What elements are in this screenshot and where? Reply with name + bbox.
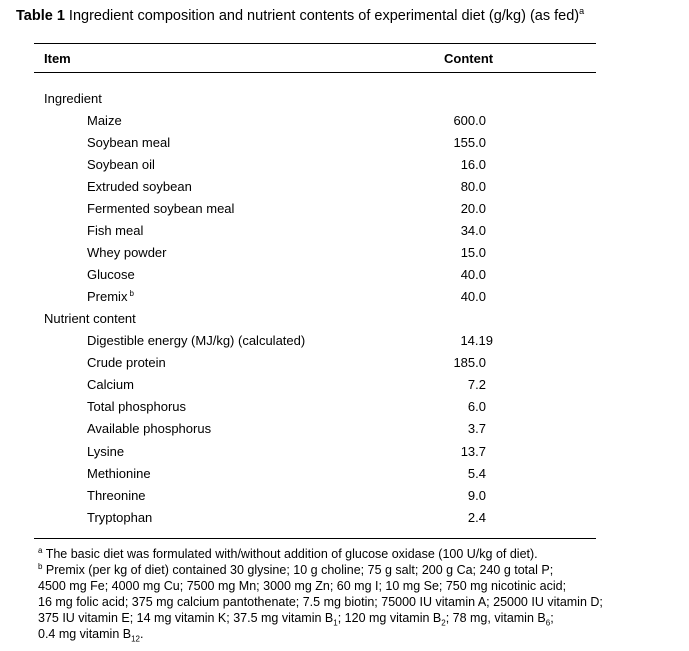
row-value: 20.0 (460, 201, 486, 216)
row-label: Extruded soybean (87, 179, 192, 194)
header-rule (34, 72, 596, 73)
row-label: Calcium (87, 377, 134, 392)
footnote-text: . (140, 627, 144, 641)
row-label: Maize (87, 113, 122, 128)
header-item: Item (44, 51, 71, 66)
row-value: 7.2 (467, 377, 486, 392)
footnote-text: ; 120 mg vitamin B (337, 611, 442, 625)
footnote-b-line (38, 562, 688, 578)
row-label: Available phosphorus (87, 421, 212, 436)
caption-footnote-mark: a (579, 6, 585, 17)
subscript: 1 (333, 618, 338, 628)
footnote-b-line (38, 626, 688, 642)
footnote-text: 375 IU vitamin E; 14 mg vitamin K; 37.5 mg vitamin B (38, 611, 334, 625)
header-content: Content (444, 51, 494, 66)
row-value: 155.0 (453, 135, 486, 150)
row-label: Soybean meal (87, 135, 171, 150)
row-value: 34.0 (460, 223, 486, 238)
row-label: Soybean oil (87, 157, 155, 172)
row-label: Threonine (87, 488, 146, 503)
table-label: Table 1 (16, 8, 65, 24)
subscript: 2 (441, 618, 446, 628)
footnote-text: 0.4 mg vitamin B (38, 627, 132, 641)
row-label: Digestible energy (MJ/kg) (calculated) (87, 333, 306, 348)
row-value: 15.0 (460, 245, 486, 260)
subscript: 12 (131, 634, 140, 644)
subscript: 6 (545, 618, 551, 628)
row-label-premix (87, 289, 134, 304)
footnote-a-text: The basic diet was formulated with/without addition of glucose oxidase (100 U/kg of diet). (42, 547, 538, 561)
footnotes (38, 546, 688, 642)
row-label: Fish meal (87, 223, 144, 238)
table-caption (16, 8, 584, 24)
footnote-b-line: 16 mg folic acid; 375 mg calcium pantothenate; 7.5 mg biotin; 75000 IU vitamin A; 25000 IU vitamin D; (38, 595, 603, 609)
row-value: 16.0 (460, 157, 486, 172)
row-label: Total phosphorus (87, 399, 187, 414)
caption-text: Ingredient composition and nutrient contents of experimental diet (g/kg) (as fed) (64, 8, 580, 24)
row-label: Whey powder (87, 245, 167, 260)
row-value: 5.4 (467, 466, 486, 481)
row-value: 40.0 (460, 267, 486, 282)
bottom-rule (34, 538, 596, 539)
row-value: 6.0 (467, 399, 486, 414)
row-label: Lysine (87, 444, 125, 459)
row-value: 13.7 (460, 444, 486, 459)
footnote-text: ; 78 mg, vitamin B (445, 611, 546, 625)
section-nutrient-title: Nutrient content (44, 311, 136, 326)
row-value: 80.0 (460, 179, 486, 194)
footnote-b-text: Premix (per kg of diet) contained 30 glysine; 10 g choline; 75 g salt; 200 g Ca; 240 g total P; (42, 563, 554, 577)
footnote-b-line (38, 610, 688, 626)
section-ingredient-title: Ingredient (44, 91, 102, 106)
footnote-a-mark: a (38, 545, 43, 555)
row-value: 185.0 (453, 355, 486, 370)
top-rule (34, 43, 596, 44)
row-value: 14.19 (460, 333, 493, 348)
footnote-b-line: 4500 mg Fe; 4000 mg Cu; 7500 mg Mn; 3000 mg Zn; 60 mg I; 10 mg Se; 750 mg nicotinic acid; (38, 579, 567, 593)
premix-footnote-mark: b (129, 288, 134, 298)
row-label: Fermented soybean meal (87, 201, 235, 216)
row-label-text: Premix (87, 289, 128, 304)
row-value: 3.7 (467, 421, 486, 436)
row-label: Glucose (87, 267, 135, 282)
row-label: Crude protein (87, 355, 166, 370)
row-label: Methionine (87, 466, 151, 481)
footnote-b-mark: b (38, 561, 43, 571)
row-value: 2.4 (467, 510, 486, 525)
footnote-text: ; (550, 611, 554, 625)
row-value: 40.0 (460, 289, 486, 304)
row-value: 600.0 (453, 113, 486, 128)
row-value: 9.0 (467, 488, 486, 503)
row-label: Tryptophan (87, 510, 153, 525)
footnote-a (38, 546, 688, 562)
